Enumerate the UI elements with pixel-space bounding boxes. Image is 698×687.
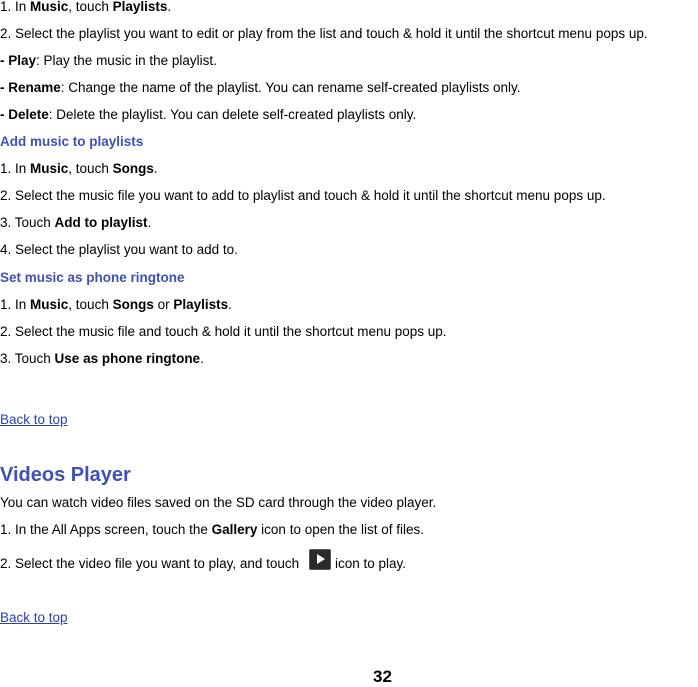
step-text: 1. In [0,161,31,176]
step-text: , touch [68,297,113,312]
step-text: or [153,297,174,312]
play-option [0,53,217,69]
step-text: 1. In the All Apps screen, touch the [0,522,212,537]
menu-use-as-ringtone: Use as phone ringtone [54,351,201,366]
step-text: icon to open the list of files. [257,522,425,537]
option-label: - Play [0,53,37,68]
add-music-step-2: 2. Select the music file you want to add to playlist and touch & hold it until the shortcut menu pops up. [0,188,606,203]
add-music-step-3 [0,215,151,231]
step-text: . [147,215,152,230]
add-music-step-1 [0,161,158,177]
video-step-1 [0,522,424,538]
option-label: - Delete [0,107,49,122]
back-to-top-link[interactable]: Back to top [0,412,68,427]
menu-playlists: Playlists [173,297,229,312]
ringtone-step-3 [0,351,204,367]
menu-songs: Songs [112,161,154,176]
menu-music: Music [30,297,69,312]
back-to-top-link[interactable]: Back to top [0,610,68,625]
page-number: 32 [373,667,392,686]
add-music-heading: Add music to playlists [0,134,144,149]
ringtone-heading: Set music as phone ringtone [0,270,185,285]
back-to-top-container [0,412,68,428]
step-text: 1. In [0,0,31,14]
step-text: , touch [68,161,113,176]
step-text: . [167,0,172,14]
menu-music: Music [30,0,69,14]
step-text: 2. Select the video file you want to play, and touch [0,556,303,571]
menu-music: Music [30,161,69,176]
playlists-step-2: 2. Select the playlist you want to edit or play from the list and touch & hold it until the shortcut menu pops up. [0,26,648,41]
step-text: 3. Touch [0,351,55,366]
playlists-step-1 [0,0,171,15]
step-text: . [200,351,204,366]
step-text: 1. In [0,297,31,312]
video-step-2 [0,549,406,572]
menu-playlists: Playlists [112,0,168,14]
option-text: : Change the name of the playlist. You can rename self-created playlists only. [60,80,521,95]
ringtone-step-2: 2. Select the music file and touch & hold it until the shortcut menu pops up. [0,324,447,339]
menu-songs: Songs [112,297,154,312]
option-label: - Rename [0,80,61,95]
video-intro: You can watch video files saved on the SD card through the video player. [0,495,437,510]
step-text: . [228,297,232,312]
videos-player-heading: Videos Player [0,464,131,486]
option-text: : Delete the playlist. You can delete self-created playlists only. [48,107,417,122]
rename-option [0,80,521,96]
step-text: 3. Touch [0,215,55,230]
step-text: . [153,161,158,176]
step-text: icon to play. [334,556,406,571]
option-text: : Play the music in the playlist. [36,53,217,68]
menu-gallery: Gallery [211,522,258,537]
menu-add-to-playlist: Add to playlist [54,215,148,230]
ringtone-step-1 [0,297,232,313]
step-text: , touch [68,0,113,14]
back-to-top-container [0,610,68,626]
add-music-step-4: 4. Select the playlist you want to add to. [0,242,238,257]
delete-option [0,107,416,123]
play-icon [309,549,331,570]
